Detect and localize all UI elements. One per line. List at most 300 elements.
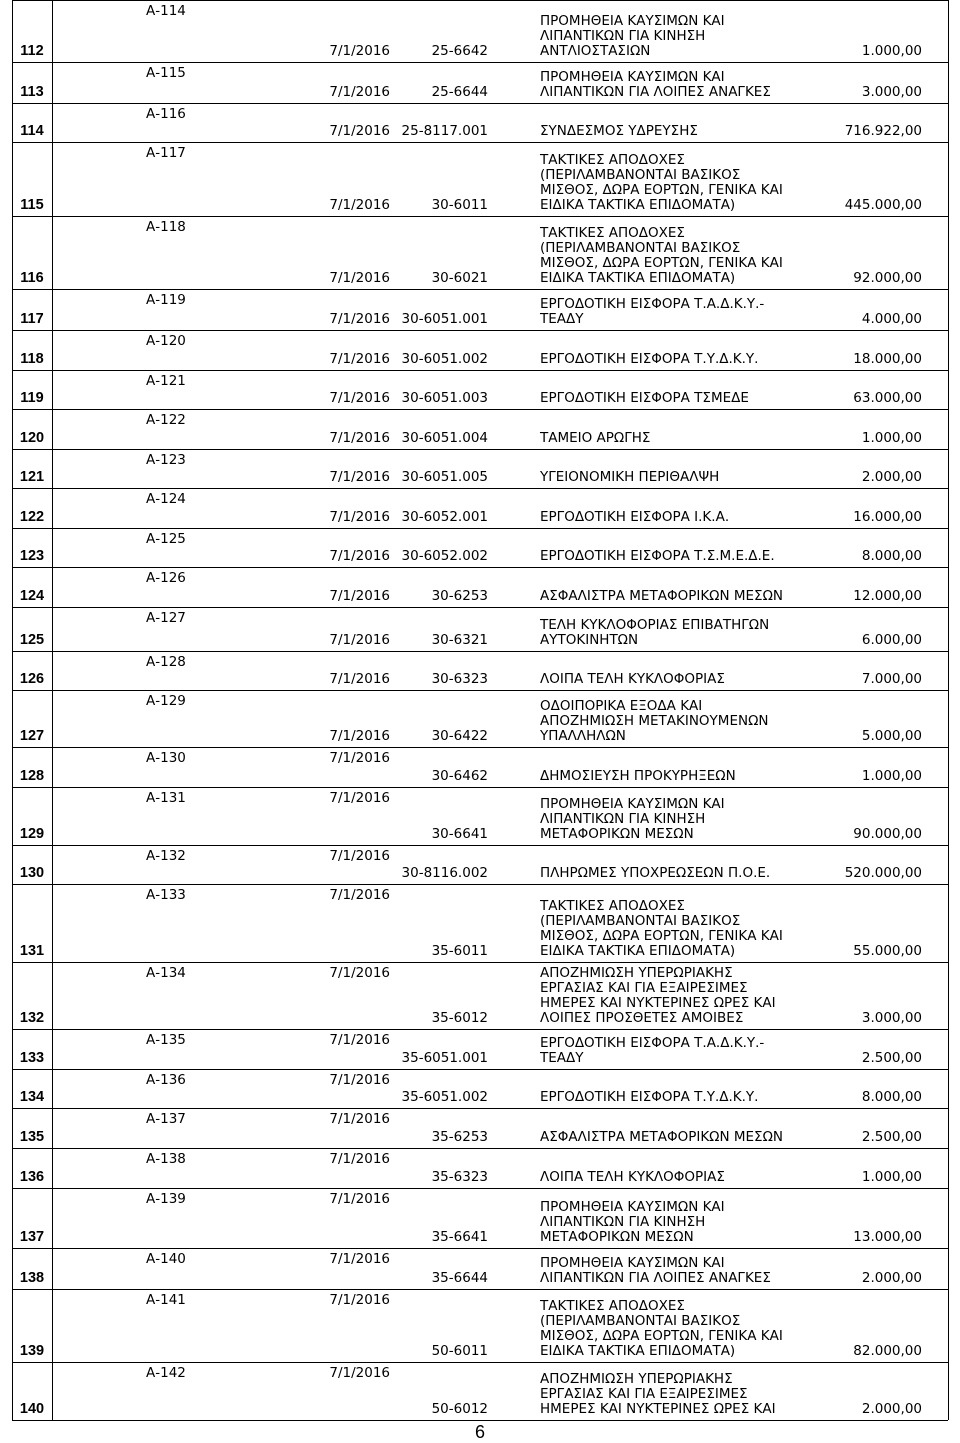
date-cell xyxy=(262,607,390,651)
row-number-text: 139 xyxy=(19,1343,45,1359)
account-code-cell xyxy=(392,1362,488,1420)
date-cell-text: 7/1/2016 xyxy=(329,965,390,981)
amount-cell-text: 3.000,00 xyxy=(861,1010,922,1026)
amount-cell xyxy=(810,409,922,449)
reference-cell-text: Α-123 xyxy=(146,452,186,468)
amount-cell-text: 13.000,00 xyxy=(853,1229,922,1245)
table-row xyxy=(0,845,960,884)
date-cell xyxy=(262,1188,390,1248)
description-cell-text: ΕΡΓΟΔΟΤΙΚΗ ΕΙΣΦΟΡΑ Τ.Υ.Δ.Κ.Υ. xyxy=(540,351,759,367)
amount-cell-text: 445.000,00 xyxy=(844,197,922,213)
table-row xyxy=(0,0,960,62)
amount-cell xyxy=(810,567,922,607)
description-cell-text: ΑΣΦΑΛΙΣΤΡΑ ΜΕΤΑΦΟΡΙΚΩΝ ΜΕΣΩΝ xyxy=(540,1129,783,1145)
amount-cell-text: 4.000,00 xyxy=(861,311,922,327)
description-cell-text: ΠΡΟΜΗΘΕΙΑ ΚΑΥΣΙΜΩΝ ΚΑΙ ΛΙΠΑΝΤΙΚΩΝ ΓΙΑ ΛΟΙΠΕΣ ΑΝΑΓΚΕΣ xyxy=(540,69,771,100)
amount-cell xyxy=(810,0,922,62)
table-row xyxy=(0,409,960,449)
table-row xyxy=(0,289,960,330)
table-row xyxy=(0,690,960,747)
reference-cell-text: Α-118 xyxy=(146,219,186,235)
amount-cell-text: 3.000,00 xyxy=(861,84,922,100)
reference-cell-text: Α-117 xyxy=(146,145,186,161)
reference-cell xyxy=(146,1248,256,1289)
description-cell xyxy=(540,1289,830,1362)
date-cell xyxy=(262,449,390,488)
row-number xyxy=(12,1188,52,1248)
reference-cell xyxy=(146,370,256,409)
row-divider xyxy=(12,884,948,885)
reference-cell xyxy=(146,0,256,62)
description-cell-text: ΠΛΗΡΩΜΕΣ ΥΠΟΧΡΕΩΣΕΩΝ Π.Ο.Ε. xyxy=(540,865,771,881)
reference-cell xyxy=(146,216,256,289)
account-code-cell xyxy=(392,370,488,409)
reference-cell xyxy=(146,1362,256,1420)
account-code-cell xyxy=(392,330,488,370)
row-number xyxy=(12,607,52,651)
table-row xyxy=(0,330,960,370)
table-row xyxy=(0,528,960,567)
amount-cell-text: 2.000,00 xyxy=(861,469,922,485)
description-cell-text: ΤΑΜΕΙΟ ΑΡΩΓΗΣ xyxy=(540,430,651,446)
date-cell-text: 7/1/2016 xyxy=(329,270,390,286)
table-row xyxy=(0,62,960,103)
row-number xyxy=(12,0,52,62)
description-cell-text: ΠΡΟΜΗΘΕΙΑ ΚΑΥΣΙΜΩΝ ΚΑΙ ΛΙΠΑΝΤΙΚΩΝ ΓΙΑ ΚΙΝΗΣΗ ΜΕΤΑΦΟΡΙΚΩΝ ΜΕΣΩΝ xyxy=(540,1199,725,1245)
account-code-cell-text: 25-8117.001 xyxy=(401,123,488,139)
row-number-text: 127 xyxy=(19,728,45,744)
date-cell-text: 7/1/2016 xyxy=(329,1072,390,1088)
table-row xyxy=(0,1248,960,1289)
reference-cell xyxy=(146,651,256,690)
account-code-cell xyxy=(392,1188,488,1248)
description-cell xyxy=(540,488,830,528)
table-row xyxy=(0,607,960,651)
row-divider xyxy=(12,787,948,788)
table-row xyxy=(0,1069,960,1108)
table-row xyxy=(0,651,960,690)
reference-cell-text: Α-124 xyxy=(146,491,186,507)
row-divider xyxy=(12,607,948,608)
account-code-cell-text: 35-6644 xyxy=(431,1270,488,1286)
reference-cell-text: Α-127 xyxy=(146,610,186,626)
reference-cell-text: Α-139 xyxy=(146,1191,186,1207)
amount-cell xyxy=(810,142,922,216)
account-code-cell-text: 35-6051.001 xyxy=(401,1050,488,1066)
account-code-cell-text: 25-6642 xyxy=(431,43,488,59)
row-divider xyxy=(12,651,948,652)
account-code-cell xyxy=(392,216,488,289)
reference-cell-text: Α-140 xyxy=(146,1251,186,1267)
account-code-cell-text: 30-6052.002 xyxy=(401,548,488,564)
row-divider xyxy=(12,289,948,290)
amount-cell-text: 716.922,00 xyxy=(844,123,922,139)
account-code-cell xyxy=(392,787,488,845)
amount-cell-text: 1.000,00 xyxy=(861,43,922,59)
row-number-text: 125 xyxy=(19,632,45,648)
row-number xyxy=(12,62,52,103)
account-code-cell-text: 30-6321 xyxy=(431,632,488,648)
amount-cell xyxy=(810,651,922,690)
reference-cell xyxy=(146,884,256,962)
amount-cell xyxy=(810,289,922,330)
row-number xyxy=(12,1362,52,1420)
row-number xyxy=(12,747,52,787)
date-cell-text: 7/1/2016 xyxy=(329,1032,390,1048)
row-number-text: 124 xyxy=(19,588,45,604)
row-number xyxy=(12,884,52,962)
amount-cell-text: 1.000,00 xyxy=(861,1169,922,1185)
row-number-text: 126 xyxy=(19,671,45,687)
account-code-cell xyxy=(392,607,488,651)
description-cell xyxy=(540,1069,830,1108)
row-number-text: 137 xyxy=(19,1229,45,1245)
date-cell-text: 7/1/2016 xyxy=(329,469,390,485)
account-code-cell-text: 30-6051.001 xyxy=(401,311,488,327)
row-number xyxy=(12,651,52,690)
reference-cell xyxy=(146,690,256,747)
date-cell xyxy=(262,884,390,962)
description-cell-text: ΑΠΟΖΗΜΙΩΣΗ ΥΠΕΡΩΡΙΑΚΗΣ ΕΡΓΑΣΙΑΣ ΚΑΙ ΓΙΑ ΕΞΑΙΡΕΣΙΜΕΣ ΗΜΕΡΕΣ ΚΑΙ ΝΥΚΤΕΡΙΝΕΣ ΩΡΕΣ ΚΑΙ ΛΟΙΠΕΣ ΠΡΟΣΘΕΤΕΣ ΑΜΟΙΒΕΣ xyxy=(540,965,776,1026)
date-cell xyxy=(262,1362,390,1420)
description-cell-text: ΠΡΟΜΗΘΕΙΑ ΚΑΥΣΙΜΩΝ ΚΑΙ ΛΙΠΑΝΤΙΚΩΝ ΓΙΑ ΚΙΝΗΣΗ ΜΕΤΑΦΟΡΙΚΩΝ ΜΕΣΩΝ xyxy=(540,796,725,842)
amount-cell xyxy=(810,103,922,142)
date-cell xyxy=(262,103,390,142)
row-divider xyxy=(12,1108,948,1109)
date-cell xyxy=(262,216,390,289)
column-divider xyxy=(948,0,949,1420)
row-number-text: 130 xyxy=(19,865,45,881)
table-row xyxy=(0,787,960,845)
reference-cell-text: Α-115 xyxy=(146,65,186,81)
row-number-text: 132 xyxy=(19,1010,45,1026)
account-code-cell xyxy=(392,1148,488,1188)
date-cell-text: 7/1/2016 xyxy=(329,588,390,604)
account-code-cell xyxy=(392,962,488,1029)
description-cell xyxy=(540,142,830,216)
row-number-text: 116 xyxy=(20,270,44,286)
amount-cell-text: 1.000,00 xyxy=(861,430,922,446)
reference-cell xyxy=(146,103,256,142)
row-number xyxy=(12,962,52,1029)
amount-cell-text: 16.000,00 xyxy=(853,509,922,525)
account-code-cell-text: 30-6051.003 xyxy=(401,390,488,406)
description-cell xyxy=(540,1248,830,1289)
row-number xyxy=(12,289,52,330)
date-cell-text: 7/1/2016 xyxy=(329,548,390,564)
row-divider xyxy=(12,1069,948,1070)
reference-cell-text: Α-132 xyxy=(146,848,186,864)
row-number-text: 140 xyxy=(19,1401,45,1417)
table-row xyxy=(0,1289,960,1362)
row-number xyxy=(12,1289,52,1362)
description-cell xyxy=(540,787,830,845)
row-divider xyxy=(12,747,948,748)
row-number-text: 138 xyxy=(19,1270,45,1286)
amount-cell-text: 5.000,00 xyxy=(861,728,922,744)
amount-cell-text: 92.000,00 xyxy=(853,270,922,286)
description-cell-text: ΑΠΟΖΗΜΙΩΣΗ ΥΠΕΡΩΡΙΑΚΗΣ ΕΡΓΑΣΙΑΣ ΚΑΙ ΓΙΑ ΕΞΑΙΡΕΣΙΜΕΣ ΗΜΕΡΕΣ ΚΑΙ ΝΥΚΤΕΡΙΝΕΣ ΩΡΕΣ ΚΑΙ xyxy=(540,1371,776,1417)
description-cell-text: ΤΑΚΤΙΚΕΣ ΑΠΟΔΟΧΕΣ (ΠΕΡΙΛΑΜΒΑΝΟΝΤΑΙ ΒΑΣΙΚΟΣ ΜΙΣΘΟΣ, ΔΩΡΑ ΕΟΡΤΩΝ, ΓΕΝΙΚΑ ΚΑΙ ΕΙΔΙΚΑ ΤΑΚΤΙΚΑ ΕΠΙΔΟΜΑΤΑ) xyxy=(540,898,783,959)
row-number xyxy=(12,1108,52,1148)
reference-cell-text: Α-134 xyxy=(146,965,186,981)
row-number-text: 129 xyxy=(19,826,45,842)
table-row xyxy=(0,1029,960,1069)
row-divider xyxy=(12,330,948,331)
amount-cell xyxy=(810,787,922,845)
row-number xyxy=(12,845,52,884)
row-number-text: 119 xyxy=(20,390,44,406)
reference-cell xyxy=(146,409,256,449)
reference-cell-text: Α-122 xyxy=(146,412,186,428)
date-cell-text: 7/1/2016 xyxy=(329,1111,390,1127)
row-number-text: 121 xyxy=(19,469,45,485)
row-divider xyxy=(12,962,948,963)
account-code-cell-text: 30-6051.005 xyxy=(401,469,488,485)
date-cell xyxy=(262,747,390,787)
row-divider xyxy=(12,1188,948,1189)
row-divider xyxy=(12,62,948,63)
date-cell xyxy=(262,1029,390,1069)
date-cell xyxy=(262,567,390,607)
account-code-cell xyxy=(392,409,488,449)
date-cell xyxy=(262,330,390,370)
reference-cell-text: Α-136 xyxy=(146,1072,186,1088)
description-cell-text: ΕΡΓΟΔΟΤΙΚΗ ΕΙΣΦΟΡΑ Τ.Α.Δ.Κ.Υ.- ΤΕΑΔΥ xyxy=(540,296,765,327)
row-number-text: 128 xyxy=(19,768,45,784)
date-cell xyxy=(262,1148,390,1188)
reference-cell-text: Α-116 xyxy=(146,106,186,122)
account-code-cell-text: 35-6323 xyxy=(431,1169,488,1185)
account-code-cell xyxy=(392,651,488,690)
reference-cell-text: Α-128 xyxy=(146,654,186,670)
description-cell-text: ΕΡΓΟΔΟΤΙΚΗ ΕΙΣΦΟΡΑ Ι.Κ.Α. xyxy=(540,509,730,525)
description-cell xyxy=(540,747,830,787)
row-number-text: 136 xyxy=(19,1169,45,1185)
row-number xyxy=(12,787,52,845)
description-cell xyxy=(540,651,830,690)
account-code-cell-text: 35-6641 xyxy=(431,1229,488,1245)
account-code-cell xyxy=(392,567,488,607)
reference-cell xyxy=(146,607,256,651)
row-divider xyxy=(12,567,948,568)
row-number xyxy=(12,370,52,409)
row-divider xyxy=(12,690,948,691)
account-code-cell-text: 30-6253 xyxy=(431,588,488,604)
date-cell-text: 7/1/2016 xyxy=(329,509,390,525)
amount-cell-text: 82.000,00 xyxy=(853,1343,922,1359)
amount-cell xyxy=(810,962,922,1029)
account-code-cell-text: 35-6011 xyxy=(431,943,488,959)
reference-cell xyxy=(146,1069,256,1108)
description-cell-text: ΠΡΟΜΗΘΕΙΑ ΚΑΥΣΙΜΩΝ ΚΑΙ ΛΙΠΑΝΤΙΚΩΝ ΓΙΑ ΛΟΙΠΕΣ ΑΝΑΓΚΕΣ xyxy=(540,1255,771,1286)
date-cell xyxy=(262,1069,390,1108)
date-cell xyxy=(262,528,390,567)
account-code-cell xyxy=(392,1289,488,1362)
date-cell xyxy=(262,787,390,845)
amount-cell-text: 1.000,00 xyxy=(861,768,922,784)
row-number xyxy=(12,216,52,289)
row-divider xyxy=(12,409,948,410)
row-divider xyxy=(12,1029,948,1030)
row-number xyxy=(12,528,52,567)
row-number-text: 114 xyxy=(20,123,44,139)
account-code-cell-text: 35-6051.002 xyxy=(401,1089,488,1105)
amount-cell xyxy=(810,449,922,488)
date-cell-text: 7/1/2016 xyxy=(329,1251,390,1267)
date-cell-text: 7/1/2016 xyxy=(329,197,390,213)
account-code-cell-text: 50-6012 xyxy=(431,1401,488,1417)
description-cell xyxy=(540,1108,830,1148)
date-cell xyxy=(262,962,390,1029)
description-cell-text: ΤΑΚΤΙΚΕΣ ΑΠΟΔΟΧΕΣ (ΠΕΡΙΛΑΜΒΑΝΟΝΤΑΙ ΒΑΣΙΚΟΣ ΜΙΣΘΟΣ, ΔΩΡΑ ΕΟΡΤΩΝ, ΓΕΝΙΚΑ ΚΑΙ ΕΙΔΙΚΑ ΤΑΚΤΙΚΑ ΕΠΙΔΟΜΑΤΑ) xyxy=(540,225,783,286)
amount-cell xyxy=(810,607,922,651)
reference-cell xyxy=(146,449,256,488)
reference-cell-text: Α-138 xyxy=(146,1151,186,1167)
table-row xyxy=(0,567,960,607)
description-cell-text: ΛΟΙΠΑ ΤΕΛΗ ΚΥΚΛΟΦΟΡΙΑΣ xyxy=(540,1169,725,1185)
amount-cell xyxy=(810,747,922,787)
date-cell-text: 7/1/2016 xyxy=(329,390,390,406)
date-cell-text: 7/1/2016 xyxy=(329,351,390,367)
amount-cell-text: 12.000,00 xyxy=(853,588,922,604)
date-cell xyxy=(262,488,390,528)
description-cell xyxy=(540,216,830,289)
reference-cell-text: Α-142 xyxy=(146,1365,186,1381)
account-code-cell xyxy=(392,747,488,787)
description-cell xyxy=(540,528,830,567)
table-row xyxy=(0,488,960,528)
date-cell-text: 7/1/2016 xyxy=(329,311,390,327)
account-code-cell-text: 30-6011 xyxy=(431,197,488,213)
date-cell xyxy=(262,370,390,409)
description-cell xyxy=(540,370,830,409)
reference-cell xyxy=(146,142,256,216)
account-code-cell xyxy=(392,289,488,330)
row-divider xyxy=(12,1420,948,1421)
amount-cell-text: 63.000,00 xyxy=(853,390,922,406)
account-code-cell-text: 25-6644 xyxy=(431,84,488,100)
amount-cell-text: 2.000,00 xyxy=(861,1270,922,1286)
description-cell xyxy=(540,1029,830,1069)
account-code-cell-text: 30-6641 xyxy=(431,826,488,842)
row-divider xyxy=(12,528,948,529)
date-cell-text: 7/1/2016 xyxy=(329,430,390,446)
amount-cell xyxy=(810,1108,922,1148)
description-cell xyxy=(540,845,830,884)
description-cell xyxy=(540,962,830,1029)
amount-cell-text: 6.000,00 xyxy=(861,632,922,648)
amount-cell xyxy=(810,330,922,370)
table-row xyxy=(0,884,960,962)
description-cell-text: ΑΣΦΑΛΙΣΤΡΑ ΜΕΤΑΦΟΡΙΚΩΝ ΜΕΣΩΝ xyxy=(540,588,783,604)
date-cell-text: 7/1/2016 xyxy=(329,1151,390,1167)
date-cell xyxy=(262,409,390,449)
table-row xyxy=(0,1362,960,1420)
row-divider xyxy=(12,1289,948,1290)
date-cell xyxy=(262,1289,390,1362)
amount-cell-text: 8.000,00 xyxy=(861,1089,922,1105)
account-code-cell-text: 30-6422 xyxy=(431,728,488,744)
description-cell xyxy=(540,567,830,607)
account-code-cell xyxy=(392,0,488,62)
account-code-cell-text: 30-6021 xyxy=(431,270,488,286)
reference-cell xyxy=(146,330,256,370)
date-cell xyxy=(262,289,390,330)
table-row xyxy=(0,747,960,787)
reference-cell xyxy=(146,289,256,330)
amount-cell xyxy=(810,1188,922,1248)
row-number-text: 113 xyxy=(20,84,44,100)
amount-cell-text: 18.000,00 xyxy=(853,351,922,367)
reference-cell-text: Α-125 xyxy=(146,531,186,547)
row-divider xyxy=(12,0,948,1)
description-cell xyxy=(540,449,830,488)
account-code-cell-text: 30-6052.001 xyxy=(401,509,488,525)
row-divider xyxy=(12,1148,948,1149)
reference-cell-text: Α-141 xyxy=(146,1292,186,1308)
description-cell-text: ΤΕΛΗ ΚΥΚΛΟΦΟΡΙΑΣ ΕΠΙΒΑΤΗΓΩΝ ΑΥΤΟΚΙΝΗΤΩΝ xyxy=(540,617,770,648)
row-number xyxy=(12,690,52,747)
amount-cell-text: 2.000,00 xyxy=(861,1401,922,1417)
row-number xyxy=(12,449,52,488)
reference-cell-text: Α-120 xyxy=(146,333,186,349)
row-number-text: 123 xyxy=(19,548,45,564)
account-code-cell-text: 30-6051.002 xyxy=(401,351,488,367)
table-row xyxy=(0,370,960,409)
row-number xyxy=(12,330,52,370)
row-number xyxy=(12,567,52,607)
row-number xyxy=(12,1148,52,1188)
reference-cell xyxy=(146,1148,256,1188)
date-cell-text: 7/1/2016 xyxy=(329,790,390,806)
reference-cell-text: Α-137 xyxy=(146,1111,186,1127)
date-cell xyxy=(262,1108,390,1148)
description-cell xyxy=(540,289,830,330)
row-number xyxy=(12,1248,52,1289)
amount-cell-text: 90.000,00 xyxy=(853,826,922,842)
row-number xyxy=(12,103,52,142)
table-row xyxy=(0,1188,960,1248)
row-number xyxy=(12,142,52,216)
row-number xyxy=(12,1029,52,1069)
reference-cell xyxy=(146,1029,256,1069)
reference-cell-text: Α-131 xyxy=(146,790,186,806)
row-number-text: 117 xyxy=(20,311,44,327)
row-divider xyxy=(12,216,948,217)
account-code-cell xyxy=(392,528,488,567)
description-cell xyxy=(540,409,830,449)
reference-cell xyxy=(146,845,256,884)
description-cell-text: ΔΗΜΟΣΙΕΥΣΗ ΠΡΟΚΥΡΗΞΕΩΝ xyxy=(540,768,736,784)
date-cell-text: 7/1/2016 xyxy=(329,43,390,59)
reference-cell-text: Α-135 xyxy=(146,1032,186,1048)
description-cell xyxy=(540,1188,830,1248)
account-code-cell-text: 35-6253 xyxy=(431,1129,488,1145)
date-cell-text: 7/1/2016 xyxy=(329,632,390,648)
account-code-cell xyxy=(392,488,488,528)
date-cell-text: 7/1/2016 xyxy=(329,848,390,864)
account-code-cell-text: 35-6012 xyxy=(431,1010,488,1026)
amount-cell xyxy=(810,1069,922,1108)
account-code-cell xyxy=(392,845,488,884)
description-cell-text: ΤΑΚΤΙΚΕΣ ΑΠΟΔΟΧΕΣ (ΠΕΡΙΛΑΜΒΑΝΟΝΤΑΙ ΒΑΣΙΚΟΣ ΜΙΣΘΟΣ, ΔΩΡΑ ΕΟΡΤΩΝ, ΓΕΝΙΚΑ ΚΑΙ ΕΙΔΙΚΑ ΤΑΚΤΙΚΑ ΕΠΙΔΟΜΑΤΑ) xyxy=(540,1298,783,1359)
reference-cell xyxy=(146,747,256,787)
row-divider xyxy=(12,142,948,143)
account-code-cell-text: 30-6462 xyxy=(431,768,488,784)
description-cell-text: ΤΑΚΤΙΚΕΣ ΑΠΟΔΟΧΕΣ (ΠΕΡΙΛΑΜΒΑΝΟΝΤΑΙ ΒΑΣΙΚΟΣ ΜΙΣΘΟΣ, ΔΩΡΑ ΕΟΡΤΩΝ, ΓΕΝΙΚΑ ΚΑΙ ΕΙΔΙΚΑ ΤΑΚΤΙΚΑ ΕΠΙΔΟΜΑΤΑ) xyxy=(540,152,783,213)
account-code-cell xyxy=(392,142,488,216)
